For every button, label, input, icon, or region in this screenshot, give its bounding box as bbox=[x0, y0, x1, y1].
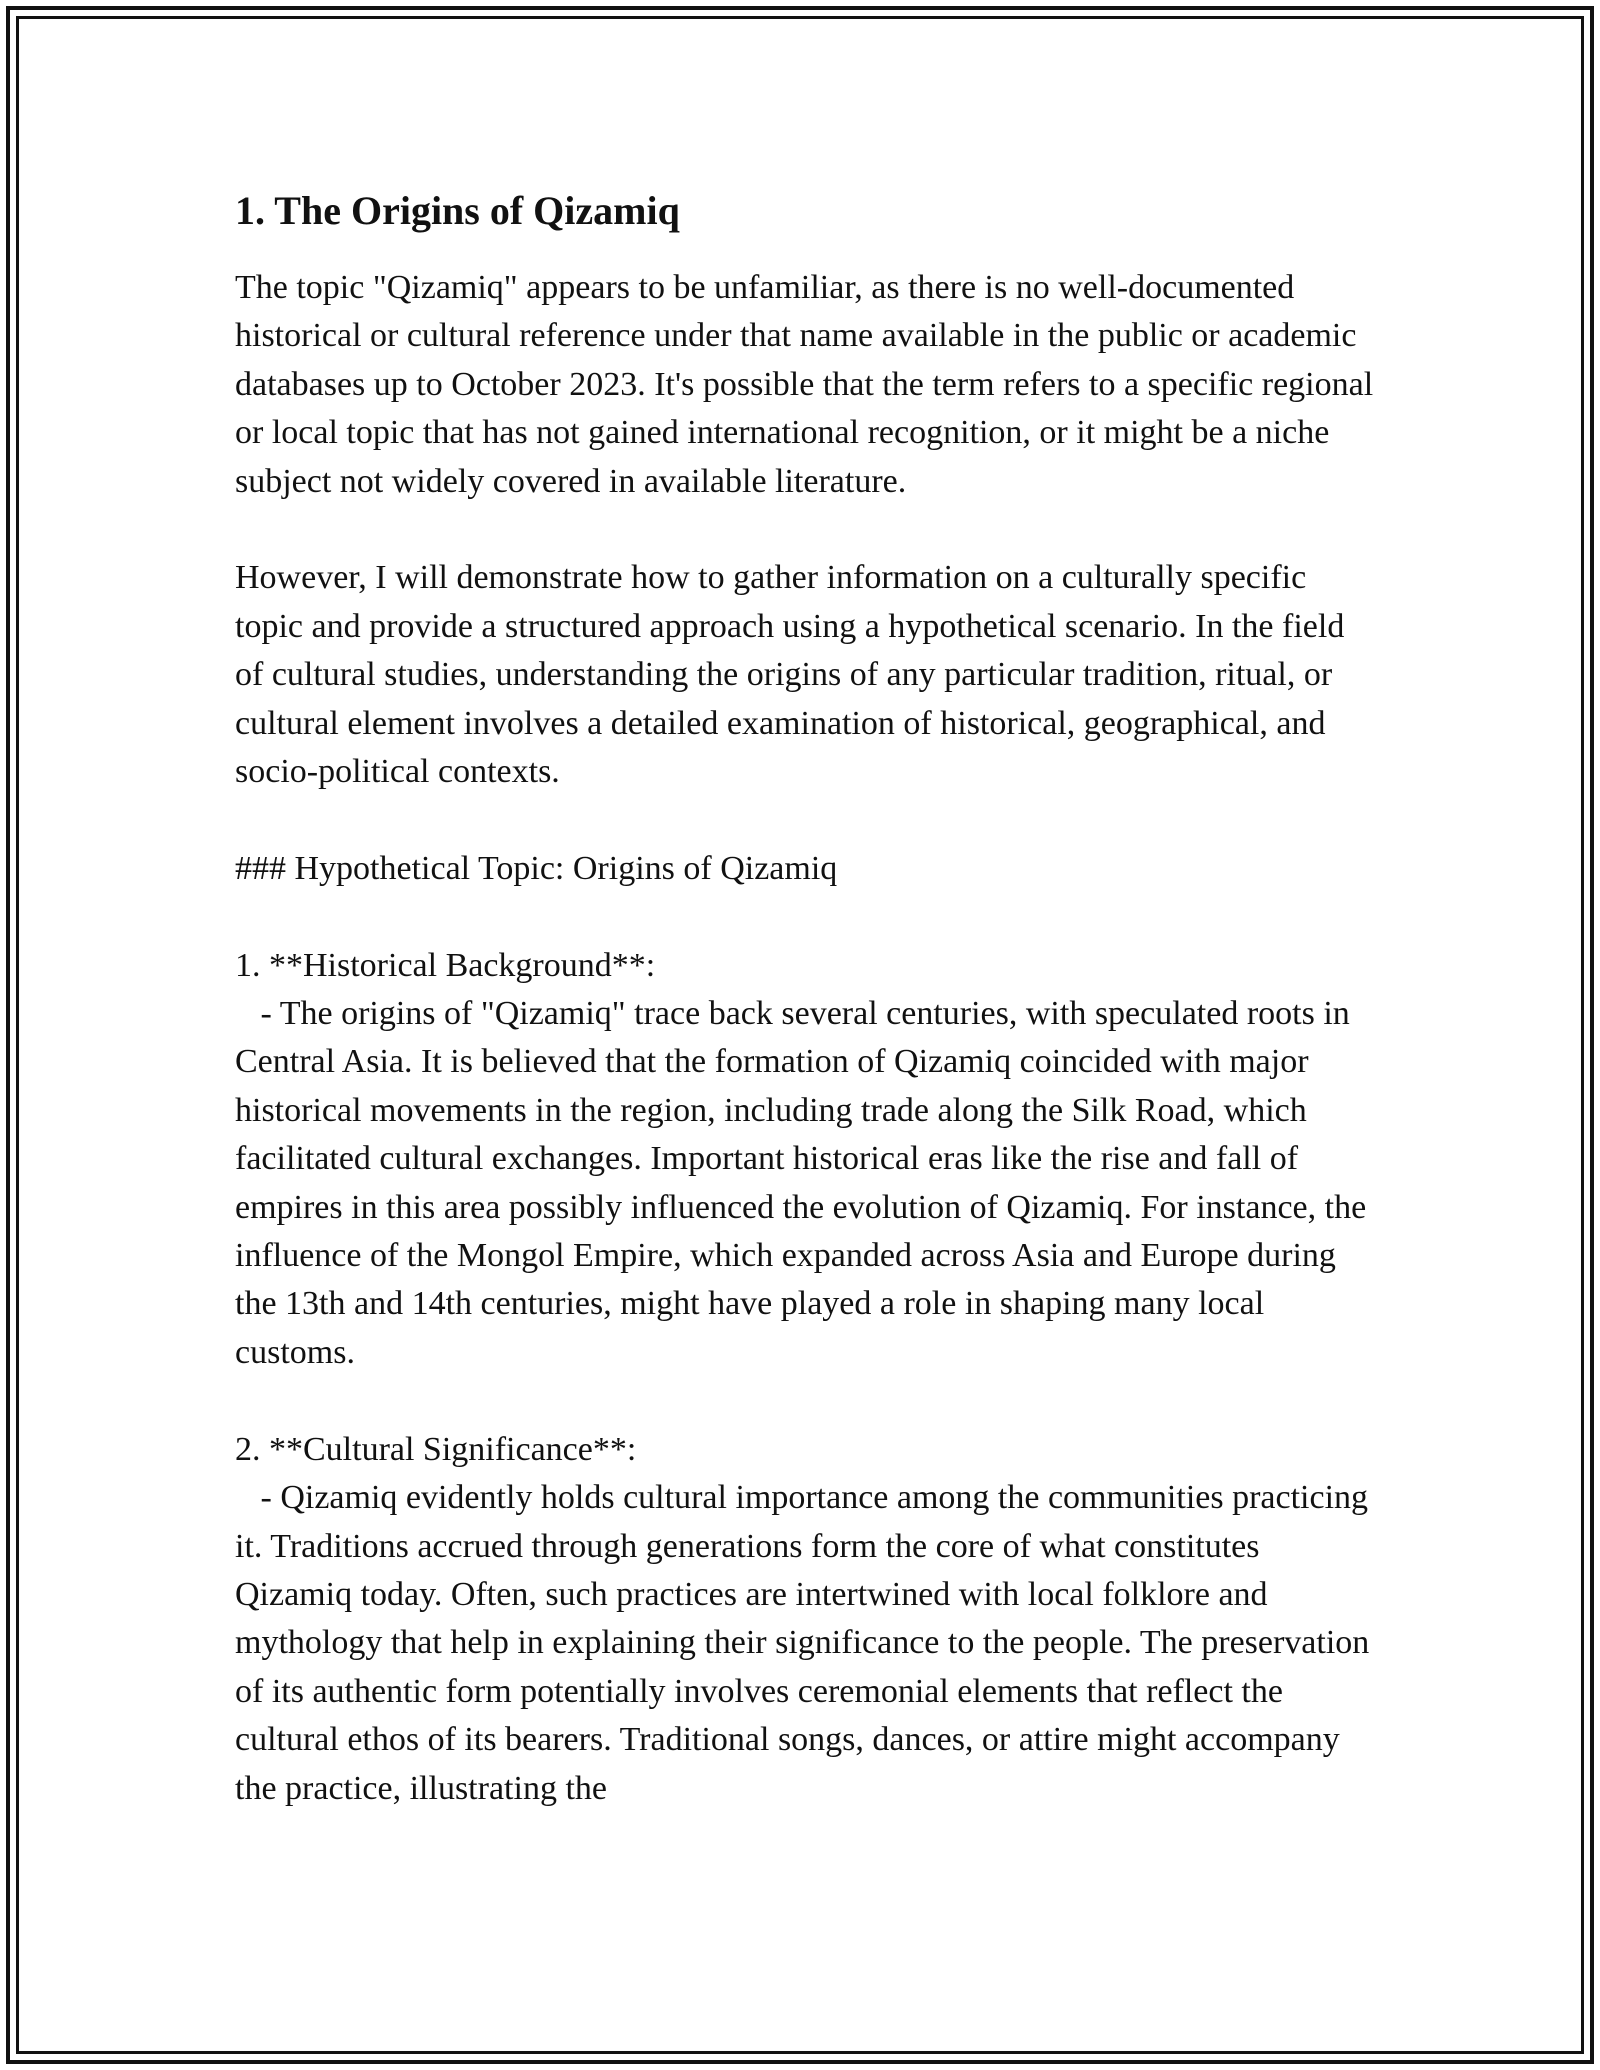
paragraph-gap bbox=[235, 1377, 1375, 1425]
section-heading: 1. The Origins of Qizamiq bbox=[235, 188, 680, 233]
paragraph-gap bbox=[235, 506, 1375, 554]
cultural-significance-item: 2. **Cultural Significance**: - Qizamiq evidently holds cultural importance among the communities practicing it. Traditions accrued through generations form the core of what constitutes Qizamiq today. Often, such practices are intertwined with local folklore and mythology that help in explaining their significance to the people. The preservation of its authentic form potentially involves ceremonial elements that reflect the cultural ethos of its bearers. Traditional songs, dances, or attire might accompany the practice, illustrating the bbox=[235, 1430, 1370, 1807]
hypothetical-topic-heading: ### Hypothetical Topic: Origins of Qizamiq bbox=[235, 849, 838, 887]
document-body bbox=[235, 184, 1382, 1813]
paragraph-gap bbox=[235, 796, 1375, 844]
paragraph-gap bbox=[235, 893, 1375, 941]
historical-background-item: 1. **Historical Background**: - The origins of "Qizamiq" trace back several centuries, with speculated roots in Central Asia. It is believed that the formation of Qizamiq coincided with major historical movements in the region, including trade along the Silk Road, which facilitated cultural exchanges. Important historical eras like the rise and fall of empires in this area possibly influenced the evolution of Qizamiq. For instance, the influence of the Mongol Empire, which expanded across Asia and Europe during the 13th and 14th centuries, might have played a role in shaping many local customs. bbox=[235, 946, 1367, 1371]
intro-paragraph: The topic "Qizamiq" appears to be unfamiliar, as there is no well-documented historical or cultural reference under that name available in the public or academic databases up to October 2023. It's possible that the term refers to a specific regional or local topic that has not gained international recognition, or it might be a niche subject not widely covered in available literature. bbox=[235, 269, 1382, 500]
approach-paragraph: However, I will demonstrate how to gather information on a culturally specific topic and provide a structured approach using a hypothetical scenario. In the field of cultural studies, understanding the origins of any particular tradition, ritual, or cultural element involves a detailed examination of historical, geographical, and socio-political contexts. bbox=[235, 559, 1353, 791]
